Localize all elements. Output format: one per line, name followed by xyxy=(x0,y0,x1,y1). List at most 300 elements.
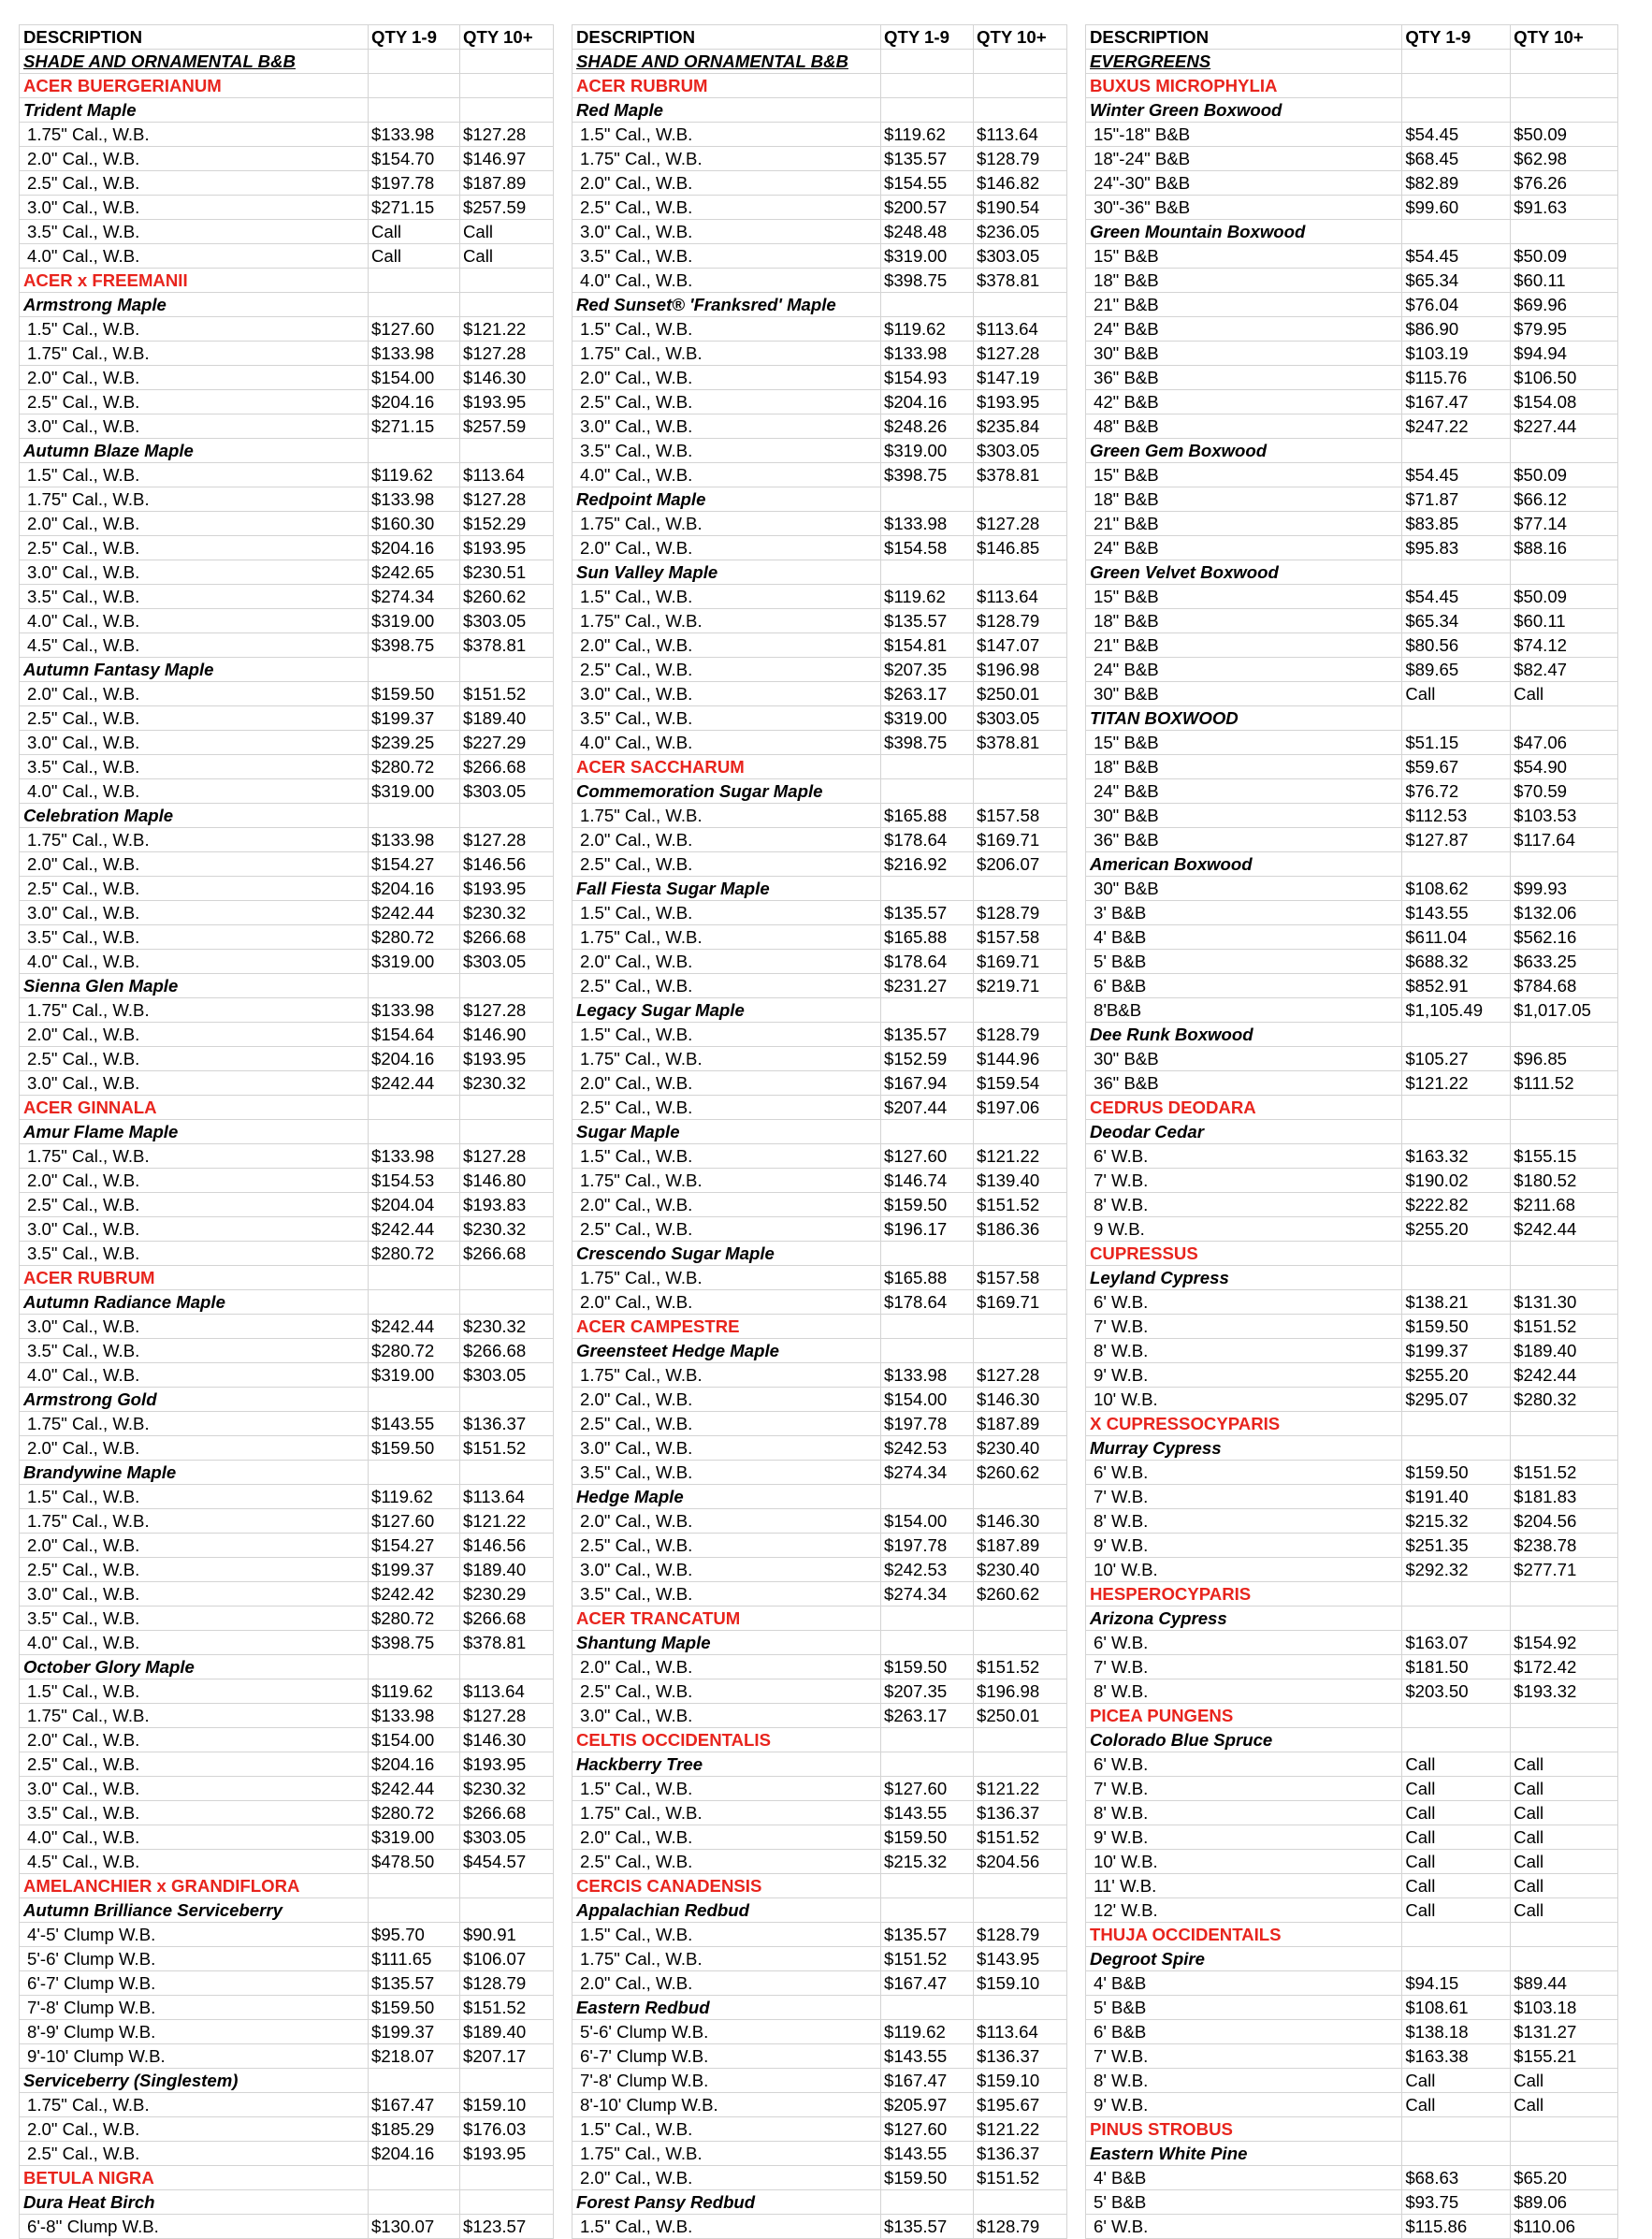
qty-10-plus-price-cell: $128.79 xyxy=(974,2215,1067,2239)
qty-1-9-price-cell: $54.45 xyxy=(1402,123,1511,147)
qty-10-plus-price-cell xyxy=(1511,1412,1618,1436)
qty-10-plus-price-cell: $103.53 xyxy=(1511,804,1618,828)
description-cell: 1.75" Cal., W.B. xyxy=(572,1947,881,1971)
qty-10-plus-price-cell: $152.29 xyxy=(460,512,554,536)
price-row xyxy=(1086,1071,1618,1096)
description-cell: Colorado Blue Spruce xyxy=(1086,1728,1402,1752)
qty-1-9-price-cell: Call xyxy=(1402,1801,1511,1825)
description-cell: 2.5" Cal., W.B. xyxy=(20,1047,369,1071)
description-cell: 3.0" Cal., W.B. xyxy=(572,220,881,244)
qty-1-9-price-cell: $222.82 xyxy=(1402,1193,1511,1217)
qty-1-9-price-cell: $251.35 xyxy=(1402,1534,1511,1558)
qty-1-9-header: QTY 1-9 xyxy=(881,25,974,50)
description-cell: Armstrong Gold xyxy=(20,1388,369,1412)
price-row xyxy=(20,706,554,731)
qty-10-plus-price-cell xyxy=(460,293,554,317)
qty-10-plus-price-cell: $211.68 xyxy=(1511,1193,1618,1217)
qty-1-9-price-cell: $319.00 xyxy=(369,609,460,633)
price-row xyxy=(572,244,1067,269)
description-cell: Greensteet Hedge Maple xyxy=(572,1339,881,1363)
qty-10-plus-price-cell: $113.64 xyxy=(974,585,1067,609)
qty-10-plus-price-cell: $50.09 xyxy=(1511,244,1618,269)
qty-10-plus-price-cell: $230.32 xyxy=(460,1315,554,1339)
qty-10-plus-price-cell: $159.10 xyxy=(460,2093,554,2117)
qty-10-plus-price-cell: $128.79 xyxy=(974,1923,1067,1947)
qty-1-9-price-cell xyxy=(1402,560,1511,585)
qty-1-9-price-cell: $154.58 xyxy=(881,536,974,560)
variety-heading-row xyxy=(572,487,1067,512)
variety-heading-row xyxy=(1086,560,1618,585)
qty-1-9-price-cell: $248.48 xyxy=(881,220,974,244)
description-cell: 2.0" Cal., W.B. xyxy=(20,1436,369,1461)
description-cell: 2.5" Cal., W.B. xyxy=(20,536,369,560)
qty-1-9-price-cell xyxy=(369,804,460,828)
description-cell: 2.5" Cal., W.B. xyxy=(20,1193,369,1217)
qty-1-9-price-cell: $207.35 xyxy=(881,1679,974,1704)
qty-1-9-price-cell: $95.70 xyxy=(369,1923,460,1947)
qty-1-9-price-cell: $319.00 xyxy=(881,244,974,269)
description-cell: 4.0" Cal., W.B. xyxy=(20,950,369,974)
qty-1-9-price-cell: $199.37 xyxy=(369,1558,460,1582)
qty-1-9-price-cell: $280.72 xyxy=(369,1801,460,1825)
description-cell: 15"-18" B&B xyxy=(1086,123,1402,147)
qty-1-9-price-cell: $159.50 xyxy=(1402,1461,1511,1485)
qty-1-9-header: QTY 1-9 xyxy=(369,25,460,50)
qty-1-9-price-cell: $133.98 xyxy=(369,487,460,512)
qty-1-9-price-cell xyxy=(881,487,974,512)
description-cell: AMELANCHIER x GRANDIFLORA xyxy=(20,1874,369,1898)
description-cell: 2.0" Cal., W.B. xyxy=(20,147,369,171)
description-cell: 21" B&B xyxy=(1086,633,1402,658)
description-cell: Murray Cypress xyxy=(1086,1436,1402,1461)
qty-10-plus-price-cell: $193.95 xyxy=(460,390,554,414)
qty-10-plus-price-cell: $146.30 xyxy=(974,1509,1067,1534)
qty-1-9-price-cell: $82.89 xyxy=(1402,171,1511,196)
qty-10-plus-price-cell: $303.05 xyxy=(460,779,554,804)
description-cell: Autumn Brilliance Serviceberry xyxy=(20,1898,369,1923)
section-heading-row xyxy=(1086,50,1618,74)
description-cell: SHADE AND ORNAMENTAL B&B xyxy=(20,50,369,74)
qty-10-plus-price-cell: $195.67 xyxy=(974,2093,1067,2117)
qty-10-plus-price-cell: $136.37 xyxy=(974,1801,1067,1825)
qty-10-plus-price-cell: $147.07 xyxy=(974,633,1067,658)
qty-10-plus-price-cell: $230.32 xyxy=(460,901,554,925)
price-row xyxy=(20,1169,554,1193)
price-row xyxy=(1086,950,1618,974)
price-row xyxy=(20,755,554,779)
price-row xyxy=(1086,1996,1618,2020)
qty-1-9-price-cell xyxy=(881,74,974,98)
price-row xyxy=(20,2020,554,2044)
variety-heading-row xyxy=(572,1120,1067,1144)
qty-10-plus-price-cell: $266.68 xyxy=(460,925,554,950)
price-row xyxy=(572,925,1067,950)
price-row xyxy=(20,414,554,439)
price-row xyxy=(1086,342,1618,366)
qty-10-plus-price-cell: $155.21 xyxy=(1511,2044,1618,2069)
qty-1-9-price-cell: $204.16 xyxy=(369,536,460,560)
variety-heading-row xyxy=(572,779,1067,804)
qty-10-plus-price-cell: $151.52 xyxy=(974,1193,1067,1217)
description-cell: ACER TRANCATUM xyxy=(572,1607,881,1631)
qty-10-plus-price-cell: $159.10 xyxy=(974,2069,1067,2093)
qty-1-9-price-cell: $215.32 xyxy=(1402,1509,1511,1534)
qty-1-9-price-cell: $295.07 xyxy=(1402,1388,1511,1412)
qty-10-plus-price-cell xyxy=(974,1607,1067,1631)
variety-heading-row xyxy=(572,1752,1067,1777)
genus-heading-row xyxy=(20,269,554,293)
qty-10-plus-price-cell: $633.25 xyxy=(1511,950,1618,974)
qty-10-plus-price-cell xyxy=(974,2190,1067,2215)
qty-10-plus-price-cell xyxy=(1511,74,1618,98)
description-cell: 3.5" Cal., W.B. xyxy=(20,585,369,609)
description-cell: Deodar Cedar xyxy=(1086,1120,1402,1144)
description-cell: 4'-5' Clump W.B. xyxy=(20,1923,369,1947)
qty-1-9-price-cell: $89.65 xyxy=(1402,658,1511,682)
price-row xyxy=(572,1461,1067,1485)
qty-1-9-price-cell: $159.50 xyxy=(1402,1315,1511,1339)
description-cell: 4.5" Cal., W.B. xyxy=(20,1850,369,1874)
qty-10-plus-price-cell: $123.57 xyxy=(460,2215,554,2239)
qty-1-9-price-cell: $165.88 xyxy=(881,804,974,828)
description-cell: 3.5" Cal., W.B. xyxy=(20,925,369,950)
qty-10-plus-price-cell: $111.52 xyxy=(1511,1071,1618,1096)
qty-10-plus-price-cell: $146.85 xyxy=(974,536,1067,560)
qty-1-9-price-cell: $196.17 xyxy=(881,1217,974,1242)
description-cell: 3' B&B xyxy=(1086,901,1402,925)
description-cell: 2.0" Cal., W.B. xyxy=(572,1290,881,1315)
price-table xyxy=(1085,24,1618,2239)
description-cell: Green Mountain Boxwood xyxy=(1086,220,1402,244)
price-row xyxy=(20,1704,554,1728)
qty-10-plus-price-cell: $110.06 xyxy=(1511,2215,1618,2239)
qty-1-9-price-cell: $133.98 xyxy=(369,1704,460,1728)
qty-10-plus-price-cell: $260.62 xyxy=(974,1461,1067,1485)
description-cell: 4.0" Cal., W.B. xyxy=(572,463,881,487)
qty-10-plus-price-cell: $189.40 xyxy=(460,1558,554,1582)
genus-heading-row xyxy=(572,1315,1067,1339)
qty-10-plus-price-cell: $121.22 xyxy=(974,1144,1067,1169)
qty-1-9-price-cell: $154.93 xyxy=(881,366,974,390)
description-cell: Degroot Spire xyxy=(1086,1947,1402,1971)
description-cell: 2.0" Cal., W.B. xyxy=(572,1509,881,1534)
qty-1-9-price-cell xyxy=(1402,1266,1511,1290)
qty-10-plus-price-cell xyxy=(460,1898,554,1923)
qty-1-9-price-cell: $59.67 xyxy=(1402,755,1511,779)
price-row xyxy=(20,1412,554,1436)
qty-10-plus-price-cell: $131.27 xyxy=(1511,2020,1618,2044)
genus-heading-row xyxy=(572,1874,1067,1898)
price-row xyxy=(1086,998,1618,1023)
qty-1-9-price-cell: $280.72 xyxy=(369,1607,460,1631)
description-cell: 2.5" Cal., W.B. xyxy=(572,390,881,414)
qty-1-9-price-cell xyxy=(881,998,974,1023)
description-cell: 2.5" Cal., W.B. xyxy=(572,852,881,877)
description-cell: 2.5" Cal., W.B. xyxy=(20,706,369,731)
price-row xyxy=(1086,1631,1618,1655)
qty-10-plus-price-cell: $127.28 xyxy=(974,342,1067,366)
description-cell: 2.5" Cal., W.B. xyxy=(572,1217,881,1242)
qty-1-9-price-cell: $108.61 xyxy=(1402,1996,1511,2020)
description-cell: 2.5" Cal., W.B. xyxy=(20,877,369,901)
qty-10-plus-price-cell xyxy=(974,755,1067,779)
qty-10-plus-price-cell: $181.83 xyxy=(1511,1485,1618,1509)
qty-10-plus-price-cell: $151.52 xyxy=(460,1996,554,2020)
description-cell: Sienna Glen Maple xyxy=(20,974,369,998)
price-row xyxy=(20,1728,554,1752)
qty-1-9-price-cell: $398.75 xyxy=(369,633,460,658)
qty-10-plus-price-cell: $260.62 xyxy=(974,1582,1067,1607)
description-cell: 2.5" Cal., W.B. xyxy=(20,2142,369,2166)
description-cell: Legacy Sugar Maple xyxy=(572,998,881,1023)
price-row xyxy=(20,1777,554,1801)
qty-10-plus-price-cell: $136.37 xyxy=(974,2044,1067,2069)
qty-10-plus-price-cell: $113.64 xyxy=(460,463,554,487)
description-header: DESCRIPTION xyxy=(572,25,881,50)
price-column-3 xyxy=(1085,24,1618,2239)
price-row xyxy=(20,1971,554,1996)
price-row xyxy=(20,1242,554,1266)
price-row xyxy=(572,706,1067,731)
qty-1-9-price-cell: $133.98 xyxy=(369,828,460,852)
price-row xyxy=(1086,2069,1618,2093)
description-cell: 6'-7' Clump W.B. xyxy=(20,1971,369,1996)
price-row xyxy=(572,852,1067,877)
qty-10-plus-price-cell: $47.06 xyxy=(1511,731,1618,755)
qty-1-9-price-cell: $204.16 xyxy=(881,390,974,414)
qty-10-plus-price-cell xyxy=(460,1874,554,1898)
description-cell: Forest Pansy Redbud xyxy=(572,2190,881,2215)
price-row xyxy=(1086,196,1618,220)
price-row xyxy=(1086,1558,1618,1582)
description-cell: 5' B&B xyxy=(1086,950,1402,974)
qty-1-9-price-cell: $54.45 xyxy=(1402,463,1511,487)
qty-1-9-price-cell xyxy=(881,98,974,123)
price-row xyxy=(20,1631,554,1655)
variety-heading-row xyxy=(1086,1436,1618,1461)
qty-10-plus-price-cell: $146.30 xyxy=(460,366,554,390)
description-cell: 9' W.B. xyxy=(1086,1363,1402,1388)
qty-1-9-price-cell: $119.62 xyxy=(881,123,974,147)
qty-10-plus-price-cell: $280.32 xyxy=(1511,1388,1618,1412)
qty-1-9-price-cell xyxy=(1402,50,1511,74)
variety-heading-row xyxy=(1086,852,1618,877)
qty-10-plus-price-cell: $238.78 xyxy=(1511,1534,1618,1558)
description-cell: 11' W.B. xyxy=(1086,1874,1402,1898)
price-row xyxy=(20,1339,554,1363)
qty-10-plus-price-cell: $146.97 xyxy=(460,147,554,171)
price-row xyxy=(20,147,554,171)
qty-10-plus-price-cell: $196.98 xyxy=(974,658,1067,682)
description-cell: Red Maple xyxy=(572,98,881,123)
qty-10-plus-price-cell xyxy=(460,2190,554,2215)
price-row xyxy=(20,196,554,220)
description-cell: Dee Runk Boxwood xyxy=(1086,1023,1402,1047)
price-row xyxy=(20,2093,554,2117)
qty-10-plus-price-cell: $131.30 xyxy=(1511,1290,1618,1315)
qty-10-plus-price-cell xyxy=(460,2069,554,2093)
price-row xyxy=(1086,1825,1618,1850)
description-cell: Redpoint Maple xyxy=(572,487,881,512)
price-row xyxy=(572,1825,1067,1850)
qty-10-plus-price-cell: $193.95 xyxy=(460,1047,554,1071)
qty-10-plus-price-cell: $193.95 xyxy=(460,2142,554,2166)
description-cell: 2.5" Cal., W.B. xyxy=(572,1679,881,1704)
description-cell: Winter Green Boxwood xyxy=(1086,98,1402,123)
description-cell: October Glory Maple xyxy=(20,1655,369,1679)
qty-10-plus-price-cell: $250.01 xyxy=(974,682,1067,706)
qty-1-9-price-cell: $80.56 xyxy=(1402,633,1511,658)
description-cell: CERCIS CANADENSIS xyxy=(572,1874,881,1898)
qty-10-plus-price-cell: $62.98 xyxy=(1511,147,1618,171)
qty-1-9-price-cell: $242.42 xyxy=(369,1582,460,1607)
qty-1-9-price-cell: $54.45 xyxy=(1402,585,1511,609)
description-cell: ACER x FREEMANII xyxy=(20,269,369,293)
description-cell: 3.0" Cal., W.B. xyxy=(20,1315,369,1339)
price-row xyxy=(572,171,1067,196)
price-row xyxy=(1086,1461,1618,1485)
qty-10-plus-price-cell xyxy=(460,974,554,998)
description-cell: 6' W.B. xyxy=(1086,1144,1402,1169)
qty-1-9-price-cell: $133.98 xyxy=(369,123,460,147)
price-row xyxy=(1086,293,1618,317)
description-cell: 1.75" Cal., W.B. xyxy=(572,1801,881,1825)
variety-heading-row xyxy=(20,1120,554,1144)
qty-1-9-price-cell: $271.15 xyxy=(369,414,460,439)
description-cell: 4.0" Cal., W.B. xyxy=(20,1363,369,1388)
description-cell: 4.5" Cal., W.B. xyxy=(20,633,369,658)
description-cell: 9' W.B. xyxy=(1086,1534,1402,1558)
description-cell: 2.0" Cal., W.B. xyxy=(20,852,369,877)
qty-10-plus-price-cell: $303.05 xyxy=(460,950,554,974)
qty-10-plus-price-cell xyxy=(460,1388,554,1412)
qty-1-9-price-cell xyxy=(881,1752,974,1777)
qty-10-plus-price-cell xyxy=(1511,98,1618,123)
qty-10-plus-price-cell: $147.19 xyxy=(974,366,1067,390)
description-cell: 4' B&B xyxy=(1086,2166,1402,2190)
qty-10-plus-price-cell: $562.16 xyxy=(1511,925,1618,950)
price-row xyxy=(572,2215,1067,2239)
description-cell: 2.0" Cal., W.B. xyxy=(20,366,369,390)
description-cell: 1.5" Cal., W.B. xyxy=(20,1485,369,1509)
description-cell: PINUS STROBUS xyxy=(1086,2117,1402,2142)
description-cell: 3.0" Cal., W.B. xyxy=(20,901,369,925)
price-row xyxy=(572,1777,1067,1801)
price-row xyxy=(20,220,554,244)
qty-1-9-price-cell: $165.88 xyxy=(881,925,974,950)
price-row xyxy=(20,609,554,633)
variety-heading-row xyxy=(572,998,1067,1023)
qty-10-plus-price-cell: $121.22 xyxy=(460,1509,554,1534)
qty-1-9-price-cell: $242.44 xyxy=(369,901,460,925)
qty-1-9-price-cell: $239.25 xyxy=(369,731,460,755)
section-heading-row xyxy=(572,50,1067,74)
price-row xyxy=(20,171,554,196)
qty-1-9-price-cell: $231.27 xyxy=(881,974,974,998)
price-row xyxy=(20,998,554,1023)
description-cell: THUJA OCCIDENTAILS xyxy=(1086,1923,1402,1947)
description-cell: 1.75" Cal., W.B. xyxy=(20,998,369,1023)
price-row xyxy=(572,658,1067,682)
description-cell: 2.0" Cal., W.B. xyxy=(572,633,881,658)
description-cell: 21" B&B xyxy=(1086,512,1402,536)
price-row xyxy=(20,1193,554,1217)
description-cell: 6' W.B. xyxy=(1086,2215,1402,2239)
qty-10-plus-price-cell: Call xyxy=(1511,682,1618,706)
qty-1-9-price-cell xyxy=(1402,1582,1511,1607)
qty-1-9-price-cell: $154.27 xyxy=(369,852,460,877)
qty-10-plus-price-cell: Call xyxy=(460,220,554,244)
qty-1-9-price-cell: $115.76 xyxy=(1402,366,1511,390)
qty-10-plus-price-cell: $176.03 xyxy=(460,2117,554,2142)
description-cell: 2.5" Cal., W.B. xyxy=(572,974,881,998)
variety-heading-row xyxy=(20,1655,554,1679)
description-cell: 1.5" Cal., W.B. xyxy=(572,585,881,609)
qty-10-plus-price-cell: $193.95 xyxy=(974,390,1067,414)
qty-1-9-price-cell: $146.74 xyxy=(881,1169,974,1193)
genus-heading-row xyxy=(1086,1096,1618,1120)
description-cell: Autumn Radiance Maple xyxy=(20,1290,369,1315)
qty-10-plus-price-cell: $230.32 xyxy=(460,1217,554,1242)
qty-10-plus-price-cell: $60.11 xyxy=(1511,609,1618,633)
qty-10-plus-price-cell: $242.44 xyxy=(1511,1363,1618,1388)
price-row xyxy=(20,2142,554,2166)
qty-1-9-price-cell: $65.34 xyxy=(1402,269,1511,293)
qty-1-9-price-cell: $94.15 xyxy=(1402,1971,1511,1996)
qty-10-plus-price-cell: $155.15 xyxy=(1511,1144,1618,1169)
price-row xyxy=(572,463,1067,487)
qty-10-plus-price-cell: $121.22 xyxy=(974,1777,1067,1801)
description-cell: 2.5" Cal., W.B. xyxy=(20,390,369,414)
qty-1-9-price-cell xyxy=(881,293,974,317)
qty-10-plus-price-cell xyxy=(460,2166,554,2190)
qty-1-9-price-cell: $207.35 xyxy=(881,658,974,682)
qty-1-9-price-cell: $154.70 xyxy=(369,147,460,171)
variety-heading-row xyxy=(20,2069,554,2093)
qty-10-plus-price-cell: $193.83 xyxy=(460,1193,554,1217)
description-cell: 8' W.B. xyxy=(1086,1193,1402,1217)
description-cell: 1.75" Cal., W.B. xyxy=(20,1144,369,1169)
qty-10-plus-price-cell: $303.05 xyxy=(460,609,554,633)
qty-1-9-price-cell: $274.34 xyxy=(369,585,460,609)
qty-1-9-price-cell: $160.30 xyxy=(369,512,460,536)
qty-10-plus-price-cell: $169.71 xyxy=(974,950,1067,974)
qty-1-9-price-cell xyxy=(881,1339,974,1363)
qty-10-plus-price-cell xyxy=(460,439,554,463)
variety-heading-row xyxy=(1086,1607,1618,1631)
genus-heading-row xyxy=(1086,1923,1618,1947)
genus-heading-row xyxy=(20,1874,554,1898)
qty-10-plus-price-cell: $303.05 xyxy=(974,706,1067,731)
qty-1-9-price-cell: $111.65 xyxy=(369,1947,460,1971)
qty-10-plus-price-cell: $146.90 xyxy=(460,1023,554,1047)
price-row xyxy=(20,1752,554,1777)
price-row xyxy=(1086,609,1618,633)
qty-1-9-price-cell: $135.57 xyxy=(881,147,974,171)
qty-10-plus-price-cell: $136.37 xyxy=(460,1412,554,1436)
description-cell: 9' W.B. xyxy=(1086,1825,1402,1850)
qty-1-9-price-cell: $319.00 xyxy=(369,950,460,974)
description-cell: American Boxwood xyxy=(1086,852,1402,877)
qty-1-9-price-cell: $478.50 xyxy=(369,1850,460,1874)
price-row xyxy=(1086,1679,1618,1704)
description-cell: 3.0" Cal., W.B. xyxy=(20,196,369,220)
price-row xyxy=(20,1679,554,1704)
qty-1-9-price-cell: Call xyxy=(1402,2069,1511,2093)
price-row xyxy=(572,2069,1067,2093)
price-row xyxy=(572,901,1067,925)
price-row xyxy=(20,1558,554,1582)
